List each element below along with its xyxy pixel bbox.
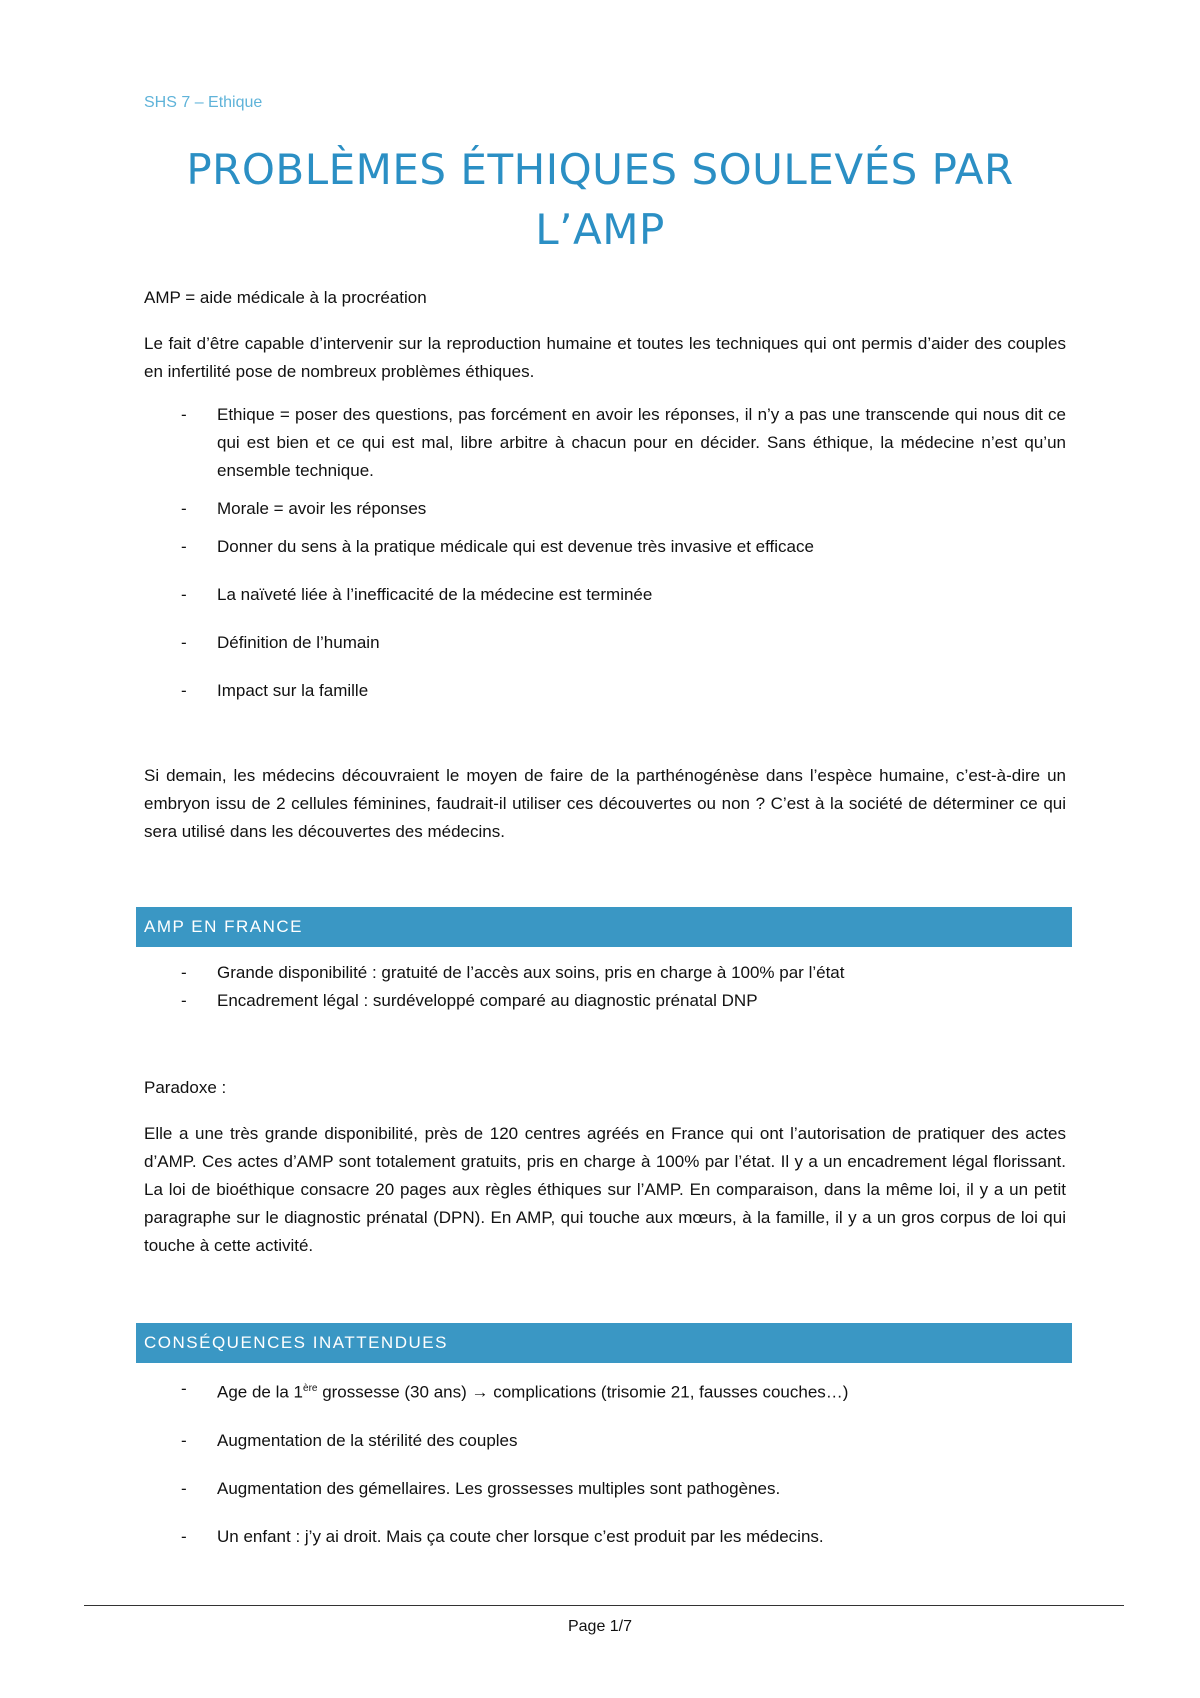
list-item: - Augmentation de la stérilité des couples <box>181 1430 518 1450</box>
list-item: - Age de la 1ère grossesse (30 ans) → complications (trisomie 21, fausses couches…) <box>181 1379 849 1402</box>
paradox-paragraph: Elle a une très grande disponibilité, près de 120 centres agréés en France qui ont l’autorisation de pratiquer des actes d’AMP. Ces actes d’AMP sont totalement gratuits, pris en charge à 100% par l’état. Il y a un encadrement légal florissant. La loi de bioéthique consacre 20 pages aux règles éthiques sur l’AMP. En comparaison, dans la même loi, il y a un petit paragraphe sur le diagnostic prénatal (DPN). En AMP, qui touche aux mœurs, à la famille, il y a un gros corpus de loi qui touche à cette activité. <box>144 1124 1066 1255</box>
list-item: - La naïveté liée à l’inefficacité de la médecine est terminée <box>181 585 653 604</box>
page-title-line1: PROBLÈMES ÉTHIQUES SOULEVÉS PAR <box>186 145 1014 194</box>
list-item: - Impact sur la famille <box>181 681 369 700</box>
page-number: Page 1/7 <box>567 1618 633 1635</box>
section-heading-consequences: CONSÉQUENCES INATTENDUES <box>136 1323 1072 1363</box>
list-item: - Morale = avoir les réponses <box>181 499 427 518</box>
paradox-label: Paradoxe : <box>144 1078 227 1097</box>
parthenogenesis-paragraph: Si demain, les médecins découvraient le moyen de faire de la parthénogénèse dans l’espèce humaine, c’est-à-dire un embryon issu de 2 cellules féminines, faudrait-il utiliser ces découvertes ou non ? C’est à la société de déterminer ce qui sera utilisé dans les découvertes des médecins. <box>144 766 1066 841</box>
list-item: - Grande disponibilité : gratuité de l’accès aux soins, pris en charge à 100% par l’état <box>181 963 845 982</box>
consequences-list <box>144 1375 1066 1551</box>
list-item: - Augmentation des gémellaires. Les grossesses multiples sont pathogènes. <box>181 1478 781 1498</box>
ethics-list <box>144 401 1066 705</box>
document-header-label: SHS 7 – Ethique <box>144 94 263 111</box>
page-title <box>130 140 1070 260</box>
list-item: - Un enfant : j’y ai droit. Mais ça coute cher lorsque c’est produit par les médecins. <box>181 1526 824 1546</box>
amp-definition: AMP = aide médicale à la procréation <box>144 288 427 307</box>
section-heading-amp-en-france: AMP EN FRANCE <box>136 907 1072 947</box>
page-title-line2: L’AMP <box>535 205 665 254</box>
list-item: - Encadrement légal : surdéveloppé comparé au diagnostic prénatal DNP <box>181 991 758 1010</box>
list-item: - Donner du sens à la pratique médicale qui est devenue très invasive et efficace <box>181 537 814 556</box>
intro-paragraph: Le fait d’être capable d’intervenir sur la reproduction humaine et toutes les techniques qui ont permis d’aider des couples en infertilité pose de nombreux problèmes éthiques. <box>144 334 1066 381</box>
list-item: - Définition de l’humain <box>181 633 380 652</box>
footer-divider <box>84 1605 1124 1606</box>
france-list <box>144 959 1066 1015</box>
list-item: - Ethique = poser des questions, pas forcément en avoir les réponses, il n’y a pas une transcende qui nous dit ce qui est bien et ce qui est mal, libre arbitre à chacun pour en décider. Sans éthique, la médecine n’est qu’un ensemble technique. <box>181 405 1066 480</box>
